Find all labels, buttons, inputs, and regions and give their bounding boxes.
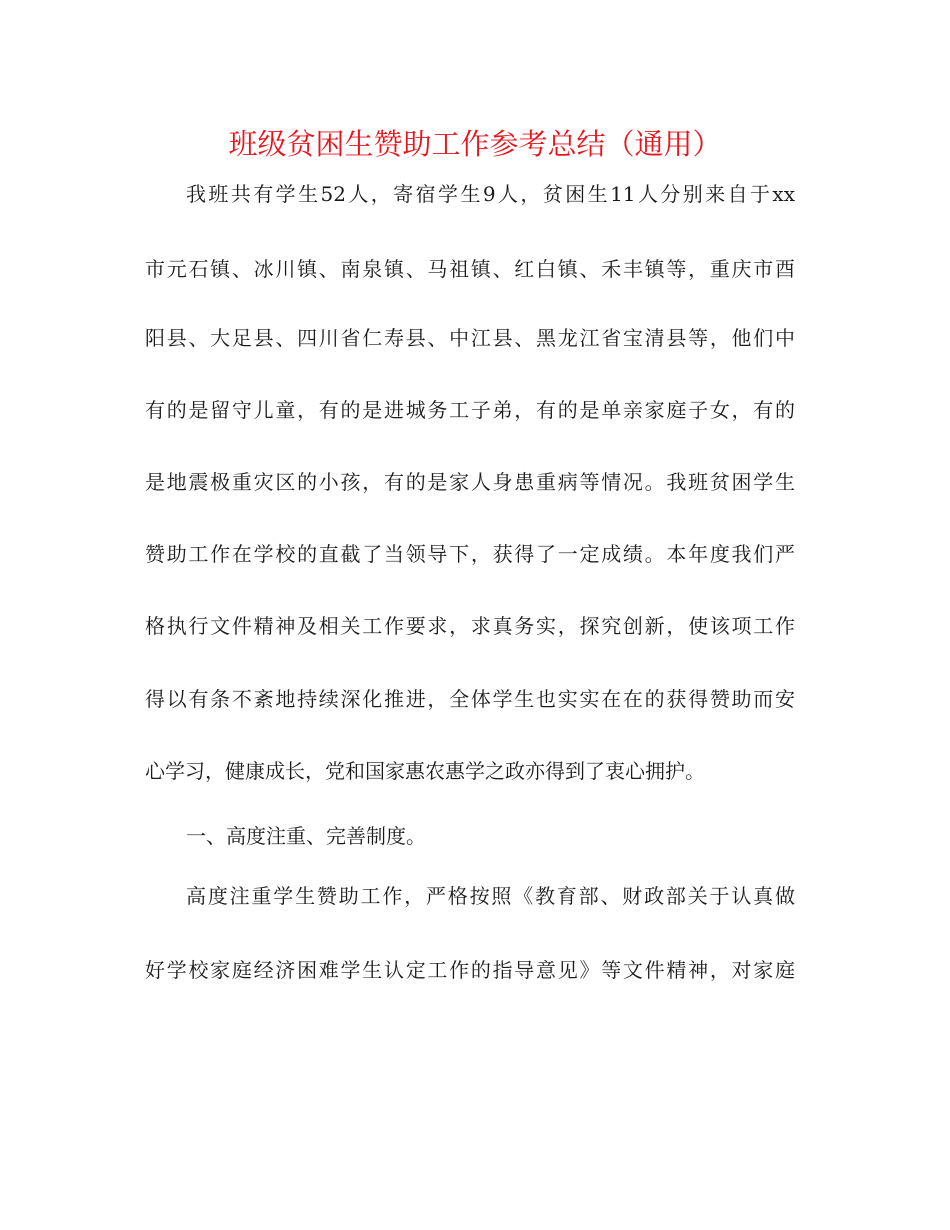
- paragraph-line: 有的是留守儿童，有的是进城务工子弟，有的是单亲家庭子女，有的: [145, 398, 795, 422]
- paragraph-line: 我班共有学生52人，寄宿学生9人，贫困生11人分别来自于xx: [186, 182, 795, 206]
- paragraph-line: 格执行文件精神及相关工作要求，求真务实，探究创新，使该项工作: [145, 614, 795, 638]
- document-title: 班级贫困生赞助工作参考总结（通用）: [228, 127, 722, 161]
- section-heading: 一、高度注重、完善制度。: [186, 824, 426, 848]
- paragraph-line: 心学习，健康成长，党和国家惠农惠学之政亦得到了衷心拥护。: [145, 759, 705, 783]
- paragraph-line: 赞助工作在学校的直截了当领导下，获得了一定成绩。本年度我们严: [145, 542, 795, 566]
- paragraph-line: 是地震极重灾区的小孩，有的是家人身患重病等情况。我班贫困学生: [145, 470, 795, 494]
- paragraph-line: 好学校家庭经济困难学生认定工作的指导意见》等文件精神，对家庭: [145, 958, 795, 982]
- paragraph-line: 阳县、大足县、四川省仁寿县、中江县、黑龙江省宝清县等，他们中: [145, 326, 795, 350]
- paragraph-line: 高度注重学生赞助工作，严格按照《教育部、财政部关于认真做: [186, 884, 795, 908]
- paragraph-line: 得以有条不紊地持续深化推进，全体学生也实实在在的获得赞助而安: [145, 687, 795, 711]
- paragraph-line: 市元石镇、冰川镇、南泉镇、马祖镇、红白镇、禾丰镇等，重庆市酉: [145, 257, 795, 281]
